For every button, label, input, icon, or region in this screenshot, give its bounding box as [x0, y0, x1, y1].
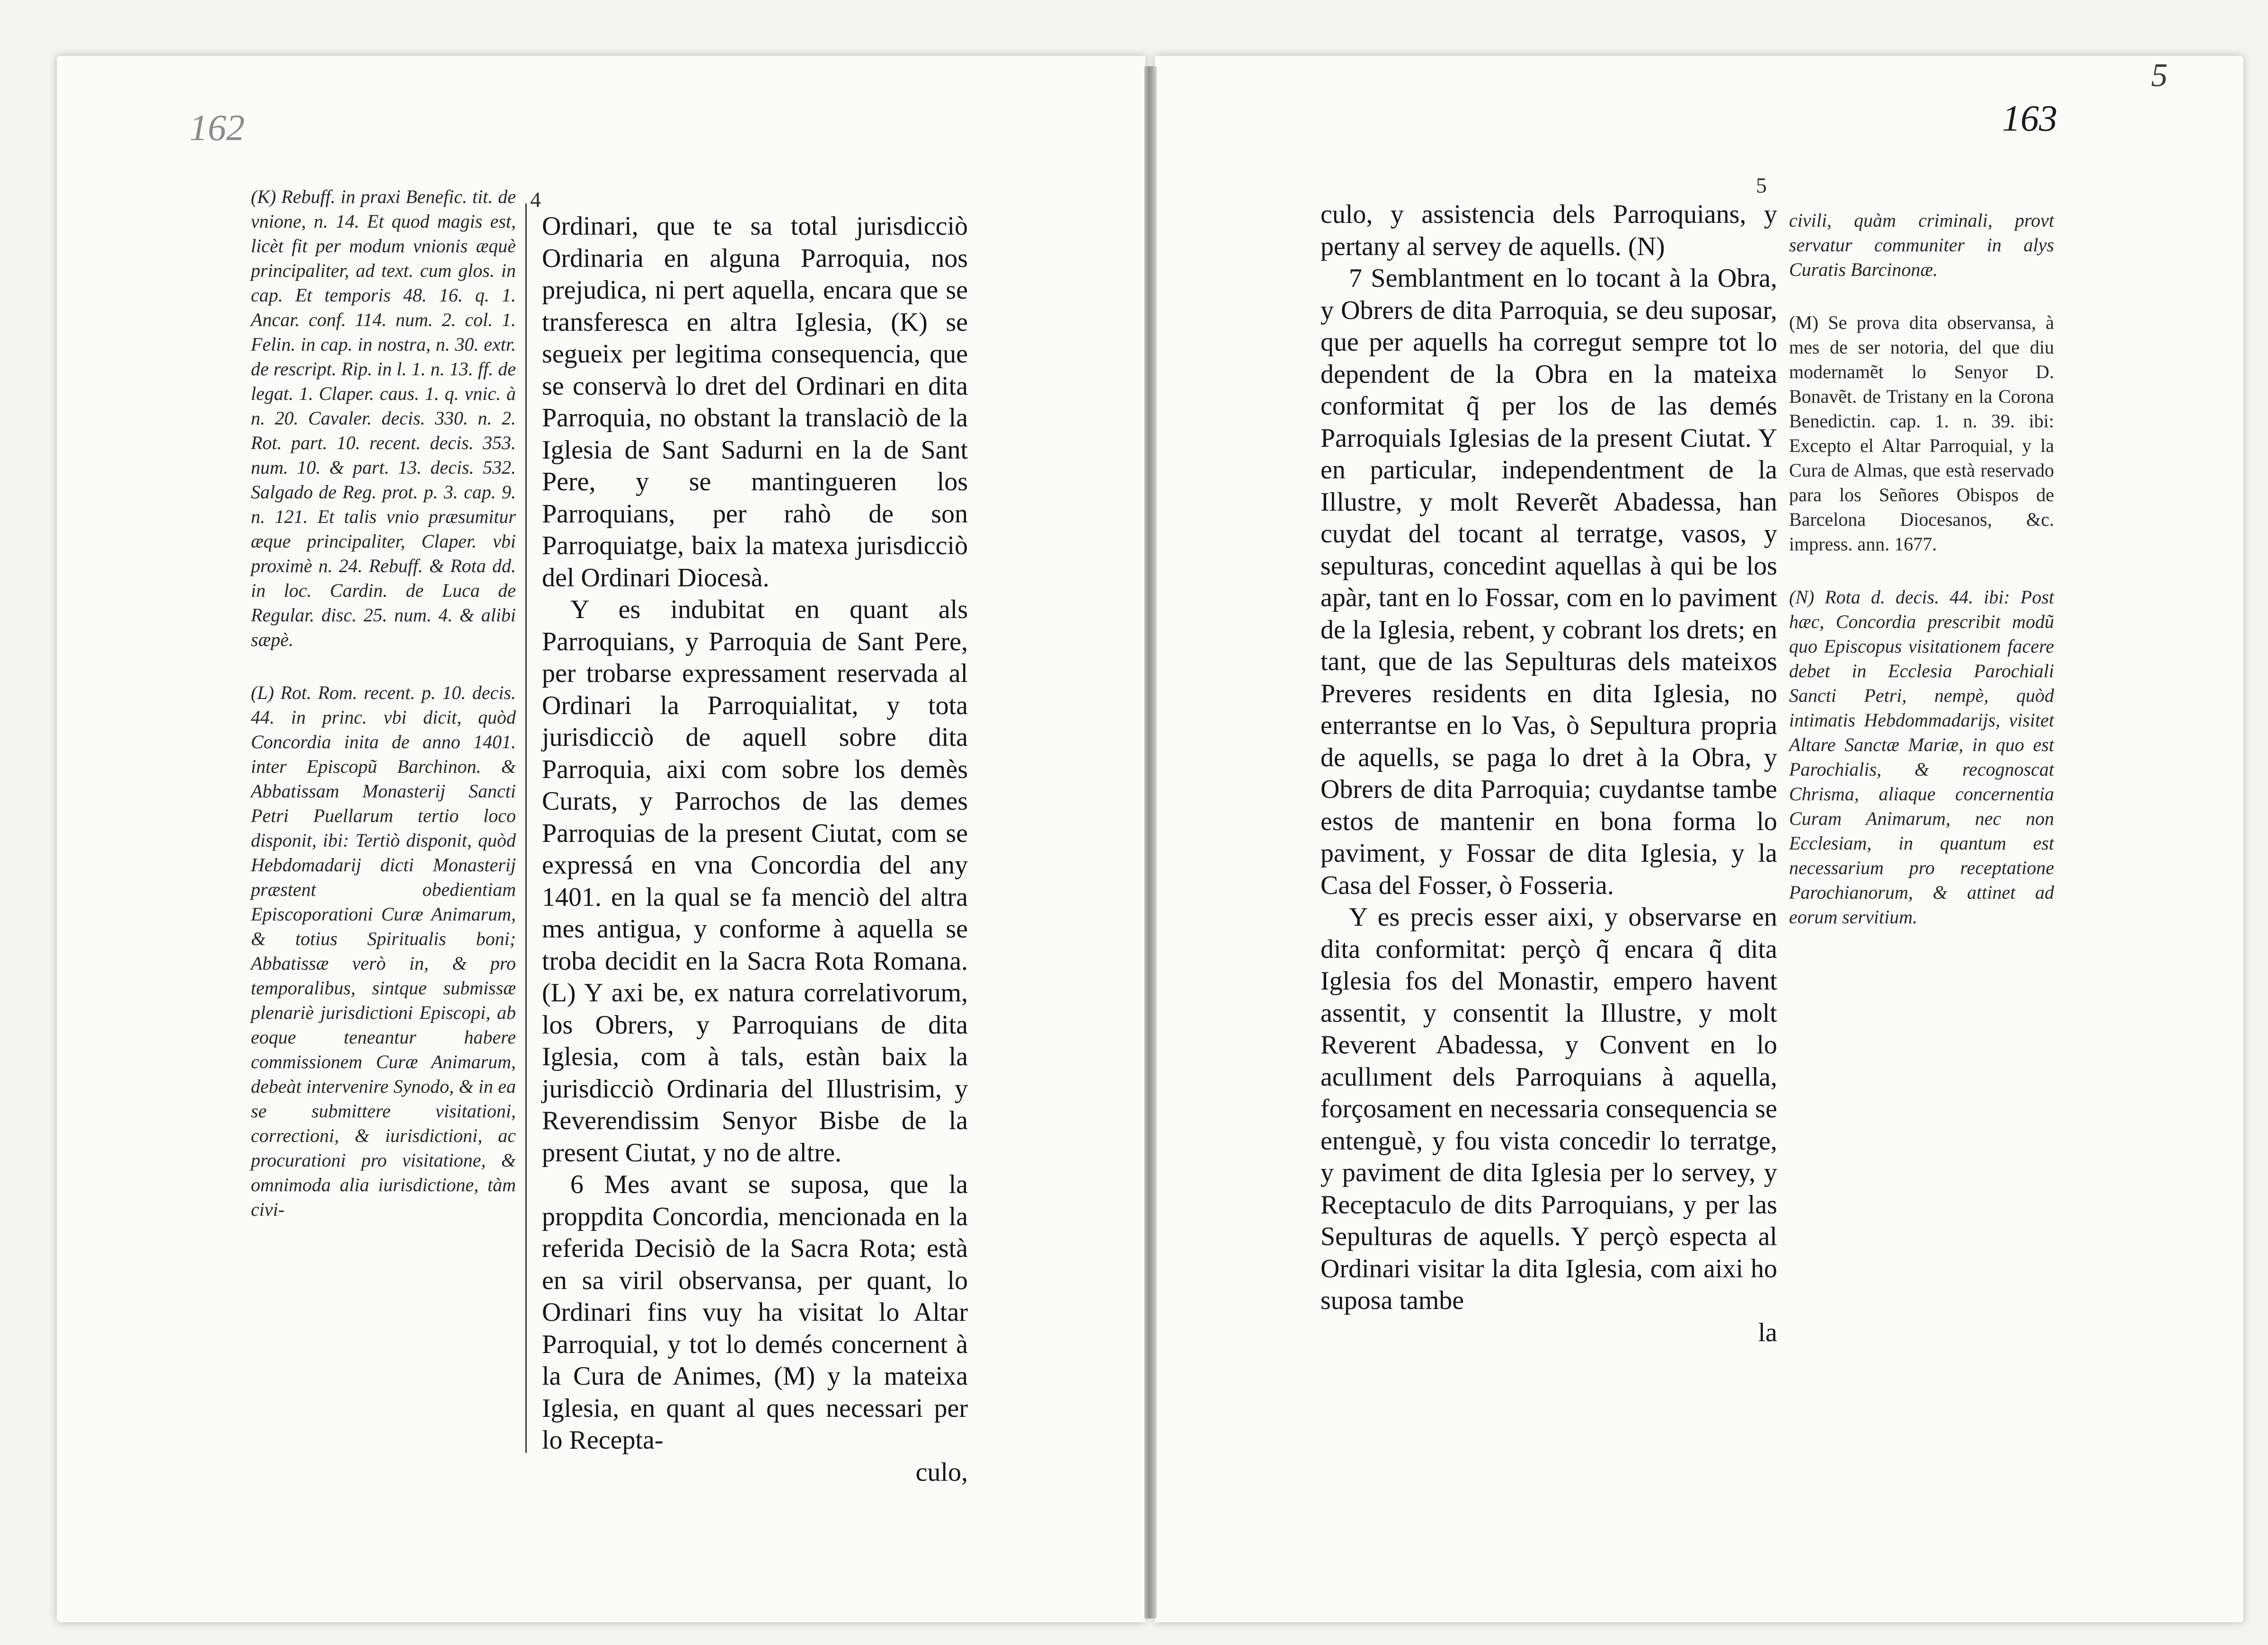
left-main-column	[542, 211, 968, 1488]
note-l: (L) Rot. Rom. recent. p. 10. decis. 44. in princ. vbi dicit, quòd Concordia inita de anno 1401. inter Episcopũ Barchinon. & Abbatissam Monasterij Sancti Petri Puellarum tertio loco disponit, ibi: Tertiò disponit, quòd Hebdomadarij dicti Monasterij præstent obedientiam Episcoporationi Curæ Animarum, & totius Spiritualis boni; Abbatissæ verò in, & pro temporalibus, sintque submissæ plenariè jurisdictioni Episcopi, ab eoque teneantur habere commissionem Curæ Animarum, debeàt intervenire Synodo, & in ea se submittere visitationi, correctioni, & iurisdictioni, ac procurationi pro visitatione, & omnimoda alia iurisdictione, tàm civi-	[251, 682, 516, 1220]
right-signature-mark: 5	[1756, 173, 1767, 197]
right-main-column	[1320, 199, 1777, 1349]
right-page-number: 163	[2002, 97, 2057, 139]
corner-folio-mark: 5	[2151, 57, 2168, 94]
note-k: (K) Rebuff. in praxi Benefic. tit. de vnione, n. 14. Et quod magis est, licèt fit per modum vnionis æquè principaliter, ad text. cum glos. in cap. Et temporis 48. 16. q. 1. Ancar. conf. 114. num. 2. col. 1. Felin. in cap. in nostra, n. 30. extr. de rescript. Rip. in l. 1. n. 13. ff. de legat. 1. Claper. caus. 1. q. vnic. à n. 20. Cavaler. decis. 330. n. 2. Rot. part. 10. recent. decis. 353. num. 10. & part. 13. decis. 532. Salgado de Reg. prot. p. 3. cap. 9. n. 121. Et talis vnio præsumitur æque principaliter, Claper. vbi proximè n. 24. Rebuff. & Rota dd. in loc. Cardin. de Luca de Regular. disc. 25. num. 4. & alibi sæpè.	[251, 186, 516, 650]
left-signature-mark: 4	[530, 187, 541, 212]
paragraph: 7 Semblantment en lo tocant à la Obra, y Obrers de dita Parroquia, se deu suposar, que per aquells ha corregut sempre tot lo dependent de la Obra en la mateixa conformitat q̃ per los de las demés Parroquials Iglesias de la present Ciutat. Y en particular, independentment de la Illustre, y molt Reverẽt Abadessa, han cuydat del tocant al terratge, vasos, y sepulturas, concedint aquellas à qui be los apàr, tant en lo Fossar, com en lo paviment de la Iglesia, rebent, y cobrant los drets; en tant, que de las Sepulturas dels mateixos Preveres residents en dita Iglesia, no enterrantse en lo Vas, ò Sepultura propria de aquells, se paga lo dret à la Obra, y Obrers de dita Parroquia; cuydantse tambe estos de mantenir en bona forma lo paviment, y Fossar de dita Iglesia, y la Casa del Fosser, ò Fosseria.	[1320, 264, 1777, 900]
catchword: culo,	[915, 1457, 968, 1487]
catchword: la	[1758, 1318, 1777, 1347]
note-n: (N) Rota d. decis. 44. ibi: Post hæc, Concordia prescribit modũ quo Episcopus visitationem facere debet in Ecclesia Parochiali Sancti Petri, nempè, quòd intimatis Hebdommadarijs, visitet Altare Sanctæ Mariæ, in quo est Parochialis, & recognoscat Chrisma, aliaque concernentia Curam Animarum, nec non Ecclesiam, in quantum est necessarium pro receptatione Parochianorum, & attinet ad eorum servitium.	[1789, 586, 2054, 928]
paragraph: culo, y assistencia dels Parroquians, y pertany al servey de aquells. (N)	[1320, 200, 1777, 261]
right-notes-column	[1789, 208, 2054, 958]
paragraph: Y es indubitat en quant als Parroquians, y Parroquia de Sant Pere, per trobarse expressament reservada al Ordinari la Parroquialitat, y tota jurisdicciò de aquell sobre dita Parroquia, aixi com sobre los demès Curats, y Parrochos de las demes Parroquias de la present Ciutat, com se expressá en vna Concordia del any 1401. en la qual se fa menciò del altra mes antigua, y conforme à aquella se troba decidit en la Sacra Rota Romana. (L) Y axi be, ex natura correlativorum, los Obrers, y Parroquians de dita Iglesia, com à tals, estàn baix la jurisdicciò Ordinaria del Illustrisim, y Reverendissim Senyor Bisbe de la present Ciutat, y no de altre.	[542, 595, 968, 1167]
note-continuation: civili, quàm criminali, provt servatur communiter in alys Curatis Barcinonæ.	[1789, 210, 2054, 280]
paragraph: Y es precis esser aixi, y observarse en dita conformitat: perçò q̃ encara q̃ dita Iglesia fos del Monastir, empero havent assentit, y consentit la Illustre, y molt Reverent Abadessa, y Convent en lo acullıment dels Parroquians à aquella, forçosament en necessaria consequencia se entenguè, y fou vista concedir lo terratge, y paviment de dita Iglesia per lo servey, y Receptaculo de dits Parroquians, y per las Sepulturas de aquells. Y perçò especta al Ordinari visitar la dita Iglesia, com aixi ho suposa tambe	[1320, 902, 1777, 1315]
paragraph: 6 Mes avant se suposa, que la proppdita Concordia, mencionada en la referida Decisiò de la Sacra Rota; està en sa viril observansa, per quant, lo Ordinari fins vuy ha visitat lo Altar Parroquial, y tot lo demés concernent à la Cura de Animes, (M) y la mateixa Iglesia, en quant al ques necessari per lo Recepta-	[542, 1170, 968, 1455]
book-gutter	[1144, 66, 1157, 1618]
paragraph: Ordinari, que te sa total jurisdicciò Ordinaria en alguna Parroquia, nos prejudica, ni pert aquella, encara que se transferesca en altra Iglesia, (K) se segueix per legitima consequencia, que se conservà lo dret del Ordinari en dita Parroquia, no obstant la translaciò de la Iglesia de Sant Sadurni en la de Sant Pere, y se mantingueren los Parroquians, per rahò de son Parroquiatge, baix la matexa jurisdicciò del Ordinari Diocesà.	[542, 212, 968, 593]
left-notes-column	[251, 185, 516, 1250]
column-rule	[525, 203, 527, 1453]
note-m: (M) Se prova dita observansa, à mes de ser notoria, del que diu modernamẽt lo Senyor D. Bonavẽt. de Tristany en la Corona Benedictin. cap. 1. n. 39. ibi: Excepto el Altar Parroquial, y la Cura de Almas, que està reservado para los Señores Obispos de Barcelona Diocesanos, &c. impress. ann. 1677.	[1789, 312, 2054, 555]
left-page-number: 162	[189, 107, 245, 148]
